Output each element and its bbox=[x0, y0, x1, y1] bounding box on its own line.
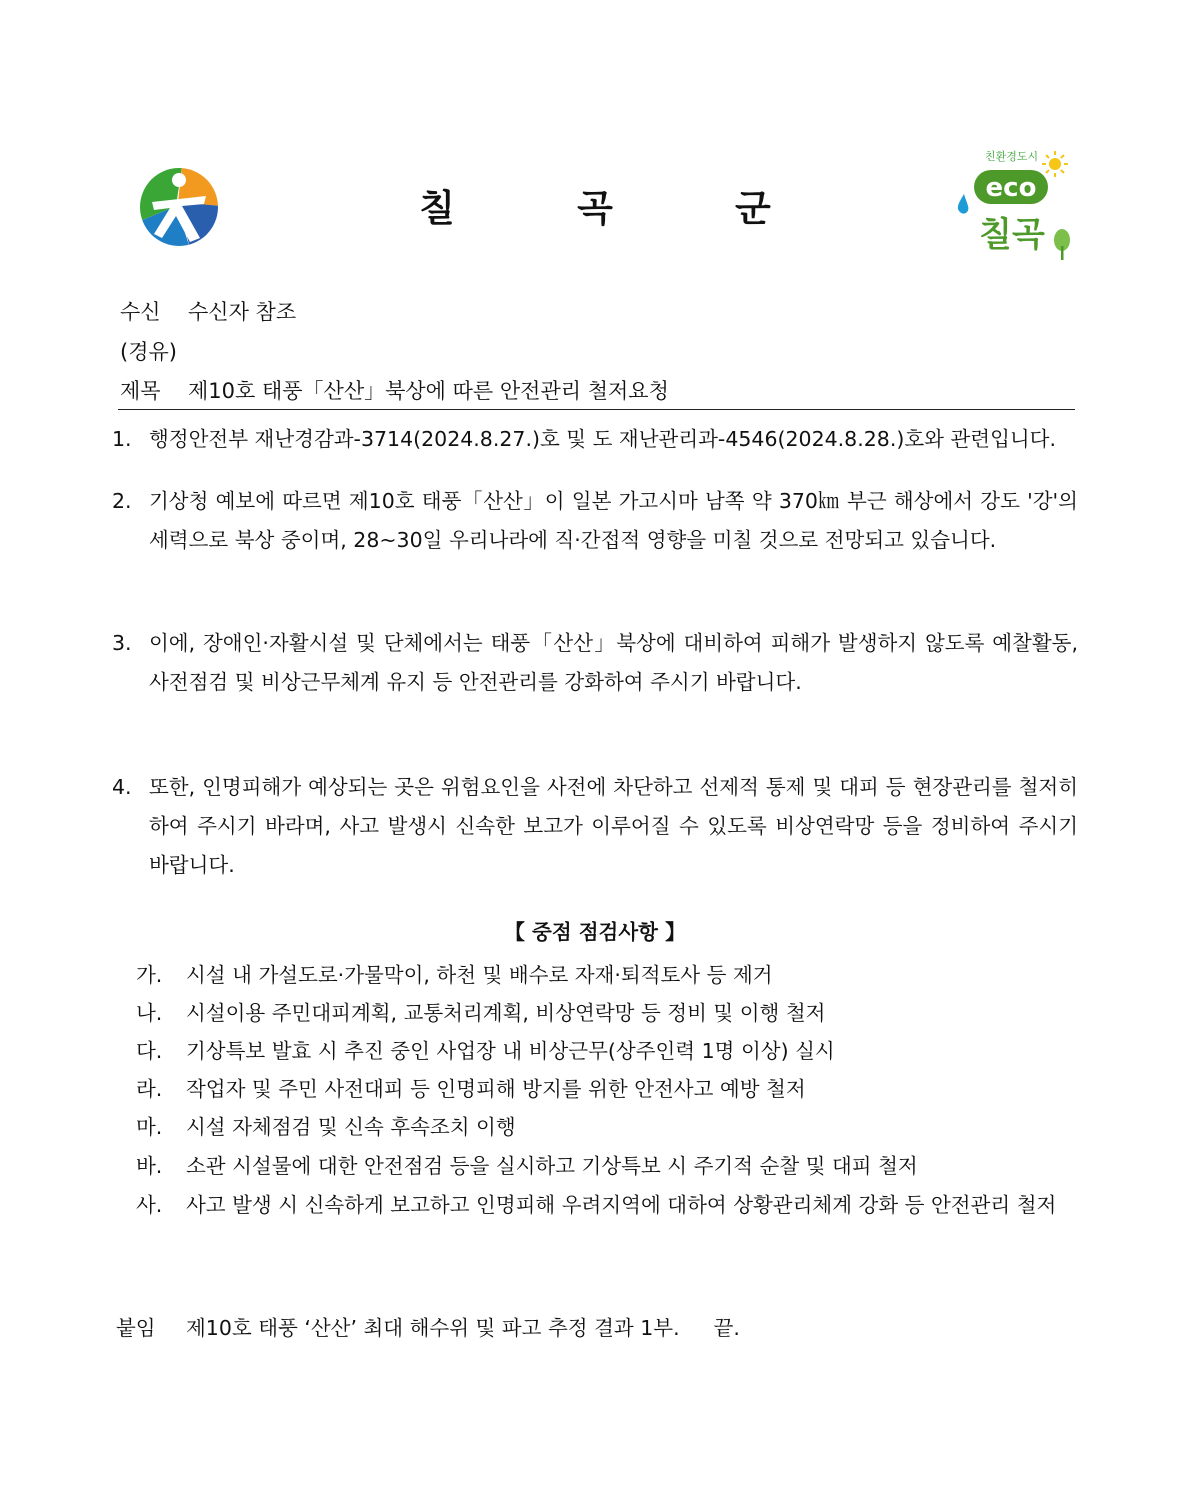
attachment-label: 붙임 bbox=[116, 1316, 156, 1340]
checklist-item bbox=[136, 1032, 1078, 1070]
item-marker: 나. bbox=[136, 1001, 163, 1025]
checklist-item bbox=[136, 956, 1078, 994]
org-char-3: 군 bbox=[735, 187, 771, 230]
paragraph-text: 행정안전부 재난경감과-3714(2024.8.27.)호 및 도 재난관리과-4546(2024.8.28.)호와 관련입니다. bbox=[149, 427, 1056, 451]
item-marker: 바. bbox=[136, 1154, 163, 1178]
checklist-item bbox=[136, 1147, 1078, 1185]
paragraph-3 bbox=[112, 624, 1078, 702]
paragraph-number: 3. bbox=[112, 631, 132, 655]
recipient-value: 수신자 참조 bbox=[188, 300, 297, 324]
via-line: (경유) bbox=[120, 340, 177, 364]
item-marker: 다. bbox=[136, 1039, 163, 1063]
item-marker: 사. bbox=[136, 1193, 163, 1217]
item-marker: 마. bbox=[136, 1115, 163, 1139]
paragraph-number: 1. bbox=[112, 427, 132, 451]
recipient-label: 수신 bbox=[120, 300, 161, 324]
paragraph-text: 기상청 예보에 따르면 제10호 태풍「산산」이 일본 가고시마 남쪽 약 370㎞ 부근 해상에서 강도 '강'의 세력으로 북상 중이며, 28~30일 우리나라에 직·간접적 영향을 미칠 것으로 전망되고 있습니다. bbox=[149, 489, 1078, 552]
eco-top-text: 친환경도시 bbox=[985, 150, 1039, 163]
checklist-item bbox=[136, 1070, 1078, 1108]
checklist-item bbox=[136, 1108, 1078, 1146]
paragraph-1 bbox=[112, 420, 1078, 459]
sun-icon bbox=[1042, 151, 1068, 177]
water-drop-icon bbox=[958, 194, 968, 214]
eco-word: eco bbox=[985, 173, 1037, 203]
eco-city-logo bbox=[950, 146, 1076, 266]
checklist-item bbox=[136, 1186, 1078, 1224]
end-mark: 끝. bbox=[713, 1316, 740, 1340]
paragraph-2 bbox=[112, 482, 1078, 560]
recipient-line bbox=[120, 296, 296, 326]
subject-value: 제10호 태풍「산산」북상에 따른 안전관리 철저요청 bbox=[188, 379, 669, 403]
attachment-line bbox=[116, 1311, 740, 1341]
item-marker: 라. bbox=[136, 1077, 163, 1101]
item-text: 소관 시설물에 대한 안전점검 등을 실시하고 기상특보 시 주기적 순찰 및 대피 철저 bbox=[186, 1154, 918, 1178]
paragraph-text: 이에, 장애인·자활시설 및 단체에서는 태풍「산산」북상에 대비하여 피해가 발생하지 않도록 예찰활동, 사전점검 및 비상근무체계 유지 등 안전관리를 강화하여 주시기 바랍니다. bbox=[149, 631, 1078, 694]
paragraph-4 bbox=[112, 768, 1078, 885]
org-char-2: 곡 bbox=[577, 187, 613, 230]
checklist-title: 【 중점 점검사항 】 bbox=[504, 920, 686, 944]
paragraph-number: 4. bbox=[112, 775, 132, 799]
item-text: 시설 내 가설도로·가물막이, 하천 및 배수로 자재·퇴적토사 등 제거 bbox=[186, 963, 773, 987]
eco-name: 칠곡 bbox=[979, 215, 1045, 255]
item-text: 사고 발생 시 신속하게 보고하고 인명피해 우려지역에 대하여 상황관리체계 강화 등 안전관리 철저 bbox=[186, 1193, 1057, 1217]
paragraph-text: 또한, 인명피해가 예상되는 곳은 위험요인을 사전에 차단하고 선제적 통제 및 대피 등 현장관리를 철저히 하여 주시기 바라며, 사고 발생시 신속한 보고가 이루어질 수 있도록 비상연락망 등을 정비하여 주시기 바랍니다. bbox=[149, 775, 1078, 877]
checklist-item bbox=[136, 994, 1078, 1032]
item-marker: 가. bbox=[136, 963, 163, 987]
item-text: 기상특보 발효 시 추진 중인 사업장 내 비상근무(상주인력 1명 이상) 실시 bbox=[186, 1039, 835, 1063]
subject-line bbox=[120, 375, 669, 405]
attachment-text: 제10호 태풍 ‘산산’ 최대 해수위 및 파고 추정 결과 1부. bbox=[186, 1316, 680, 1340]
item-text: 작업자 및 주민 사전대피 등 인명피해 방지를 위한 안전사고 예방 철저 bbox=[186, 1077, 806, 1101]
header-divider bbox=[118, 409, 1075, 410]
paragraph-number: 2. bbox=[112, 489, 132, 513]
subject-label: 제목 bbox=[120, 379, 161, 403]
item-text: 시설이용 주민대피계획, 교통처리계획, 비상연락망 등 정비 및 이행 철저 bbox=[186, 1001, 826, 1025]
tree-icon bbox=[1054, 229, 1070, 260]
item-text: 시설 자체점검 및 신속 후속조치 이행 bbox=[186, 1115, 516, 1139]
org-char-1: 칠 bbox=[419, 187, 455, 230]
